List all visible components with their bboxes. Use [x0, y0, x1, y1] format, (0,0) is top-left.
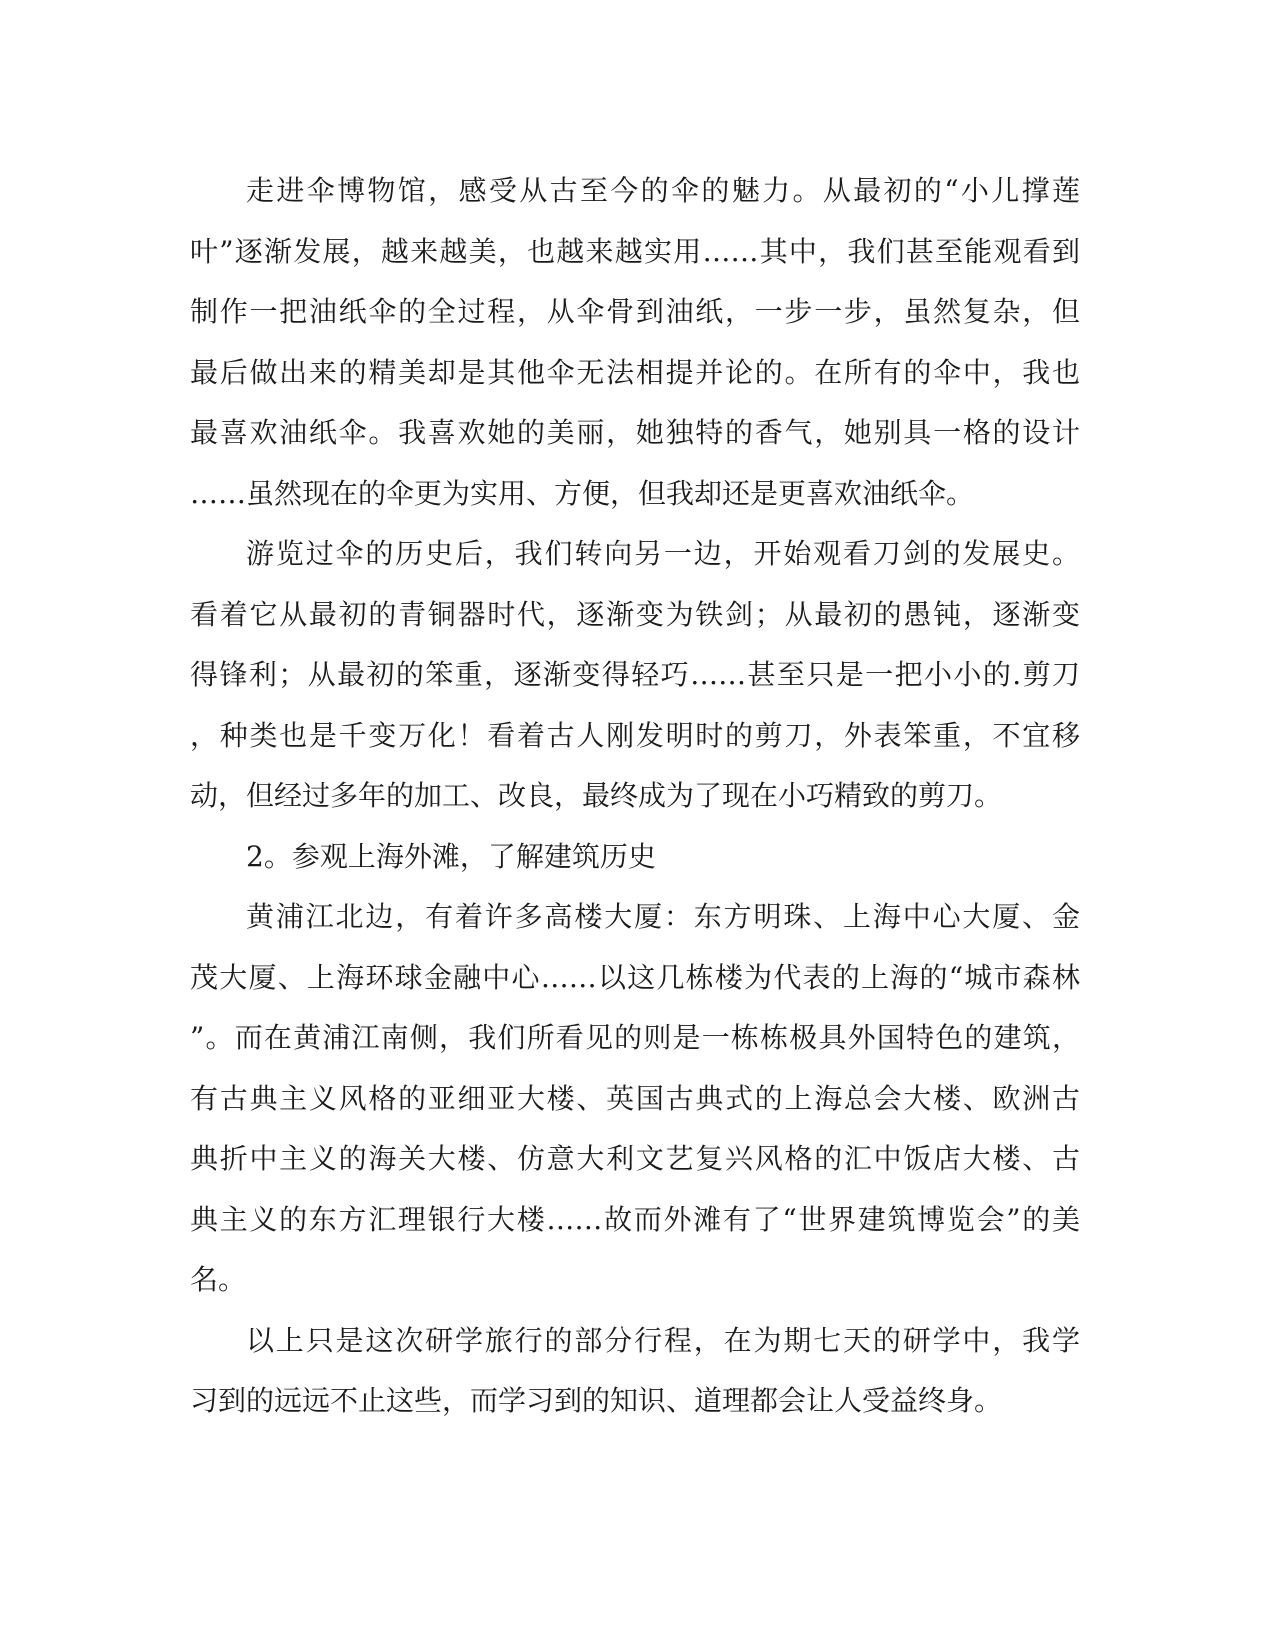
paragraph-conclusion [190, 1311, 1080, 1432]
document-body [190, 161, 1080, 1432]
text-line: 游览过伞的历史后，我们转向另一边，开始观看刀剑的发展史。 [246, 537, 1080, 570]
text-line: 得锋利；从最初的笨重，逐渐变得轻巧……甚至只是一把小小的.剪刀 [190, 658, 1080, 691]
paragraph-umbrella-museum [190, 161, 1080, 524]
text-line: 最喜欢油纸伞。我喜欢她的美丽，她独特的香气，她别具一格的设计 [190, 416, 1080, 449]
text-line: 叶”逐渐发展，越来越美，也越来越实用……其中，我们甚至能观看到 [190, 234, 1080, 268]
text-line: ，种类也是千变万化！看着古人刚发明时的剪刀，外表笨重，不宜移 [190, 718, 1080, 752]
text-line: 有古典主义风格的亚细亚大楼、英国古典式的上海总会大楼、欧洲古 [190, 1081, 1080, 1115]
text-line: 典主义的东方汇理银行大楼……故而外滩有了“世界建筑博览会”的美 [190, 1202, 1080, 1236]
text-line: 动，但经过多年的加工、改良，最终成为了现在小巧精致的剪刀。 [190, 779, 1003, 812]
text-line: 制作一把油纸伞的全过程，从伞骨到油纸，一步一步，虽然复杂，但 [190, 295, 1080, 328]
paragraph-bund-buildings [190, 887, 1080, 1311]
text-line: 走进伞博物馆，感受从古至今的伞的魅力。从最初的“小儿撑莲 [246, 174, 1080, 207]
paragraph-sword-history [190, 524, 1080, 827]
text-line: 黄浦江北边，有着许多高楼大厦：东方明珠、上海中心大厦、金 [246, 900, 1080, 933]
text-line: ……虽然现在的伞更为实用、方便，但我却还是更喜欢油纸伞。 [190, 476, 975, 510]
text-line: ”。而在黄浦江南侧，我们所看见的则是一栋栋极具外国特色的建筑， [190, 1021, 1080, 1054]
section-heading: 2。参观上海外滩，了解建筑历史 [246, 839, 656, 873]
text-line: 茂大厦、上海环球金融中心……以这几栋楼为代表的上海的“城市森林 [190, 960, 1080, 994]
text-line: 典折中主义的海关大楼、仿意大利文艺复兴风格的汇中饭店大楼、古 [190, 1142, 1080, 1175]
section-heading-bund [190, 827, 1080, 888]
text-line: 最后做出来的精美却是其他伞无法相提并论的。在所有的伞中，我也 [190, 355, 1080, 389]
text-line: 以上只是这次研学旅行的部分行程，在为期七天的研学中，我学 [246, 1323, 1080, 1357]
text-line: 看着它从最初的青铜器时代，逐渐变为铁剑；从最初的愚钝，逐渐变 [190, 597, 1080, 631]
text-line: 习到的远远不止这些，而学习到的知识、道理都会让人受益终身。 [190, 1384, 1003, 1417]
text-line: 名。 [190, 1263, 247, 1296]
